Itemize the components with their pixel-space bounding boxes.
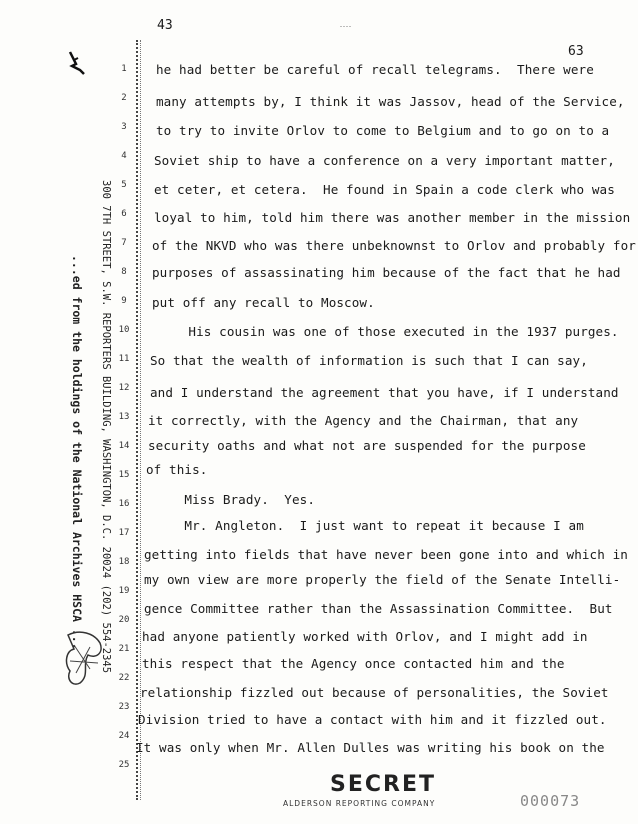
transcript-line: getting into fields that have never been gone into and which in — [144, 547, 628, 562]
line-number: 22 — [118, 673, 130, 683]
transcript-line: my own view are more properly the field of the Senate Intelli- — [144, 572, 621, 587]
line-number: 19 — [118, 586, 130, 596]
header-scribble: .... — [340, 20, 352, 29]
transcript-line: many attempts by, I think it was Jassov, head of the Service, — [156, 94, 625, 109]
line-number: 1 — [121, 64, 127, 74]
transcript-line: to try to invite Orlov to come to Belgium and to go on to a — [156, 123, 610, 138]
archive-stamp-icon — [60, 625, 108, 695]
line-number: 5 — [121, 180, 127, 190]
transcript-line: it correctly, with the Agency and the Chairman, that any — [148, 413, 579, 428]
line-number: 10 — [118, 325, 130, 335]
transcript-line: Division tried to have a contact with him and it fizzled out. — [138, 712, 607, 727]
line-number: 2 — [121, 93, 127, 103]
transcript-line: had anyone patiently worked with Orlov, and I might add in — [142, 629, 588, 644]
corner-ink-mark-icon — [66, 50, 86, 76]
line-number: 24 — [118, 731, 130, 741]
margin-note-archive-wrapper — [70, 255, 88, 824]
margin-rule — [136, 40, 138, 800]
line-number: 25 — [118, 760, 130, 770]
line-number: 16 — [118, 499, 130, 509]
line-number: 3 — [121, 122, 127, 132]
document-number: 000073 — [520, 792, 581, 810]
line-number: 14 — [118, 441, 130, 451]
line-number: 13 — [118, 412, 130, 422]
line-number: 12 — [118, 383, 130, 393]
page-number-right: 63 — [568, 44, 584, 59]
reporting-company: ALDERSON REPORTING COMPANY — [283, 799, 436, 808]
line-number: 15 — [118, 470, 130, 480]
transcript-line: loyal to him, told him there was another member in the mission — [154, 210, 631, 225]
transcript-line: purposes of assassinating him because of the fact that he had — [152, 265, 621, 280]
transcript-line: Miss Brady. Yes. — [146, 492, 316, 507]
margin-note-reporting-wrapper — [98, 180, 116, 824]
line-number: 21 — [118, 644, 130, 654]
transcript-line: put off any recall to Moscow. — [152, 295, 375, 310]
transcript-line: Mr. Angleton. I just want to repeat it because I am — [146, 518, 584, 533]
line-number: 4 — [121, 151, 127, 161]
transcript-line: and I understand the agreement that you have, if I understand — [150, 385, 619, 400]
line-number: 23 — [118, 702, 130, 712]
transcript-line: His cousin was one of those executed in the 1937 purges. — [150, 324, 619, 339]
transcript-line: of this. — [146, 462, 208, 477]
margin-note-archive: ...ed from the holdings of the National Archives HSCA ... — [70, 255, 84, 650]
transcript-line: this respect that the Agency once contacted him and the — [142, 656, 565, 671]
transcript-line: Soviet ship to have a conference on a very important matter, — [154, 153, 615, 168]
line-number: 17 — [118, 528, 130, 538]
transcript-line: security oaths and what not are suspended for the purpose — [148, 438, 586, 453]
transcript-line: of the NKVD who was there unbeknownst to Orlov and probably for — [152, 238, 636, 253]
line-number: 7 — [121, 238, 127, 248]
line-number: 20 — [118, 615, 130, 625]
transcript-line: et ceter, et cetera. He found in Spain a code clerk who was — [154, 182, 615, 197]
transcript-line: It was only when Mr. Allen Dulles was writing his book on the — [136, 740, 605, 755]
line-number: 18 — [118, 557, 130, 567]
margin-note-reporting: 300 7TH STREET, S.W. REPORTERS BUILDING, WASHINGTON, D.C. 20024 (202) 554-2345 — [100, 180, 112, 674]
secret-stamp: SECRET — [330, 772, 436, 797]
transcript-line: relationship fizzled out because of personalities, the Soviet — [140, 685, 609, 700]
transcript-line: he had better be careful of recall telegrams. There were — [156, 62, 594, 77]
line-number: 9 — [121, 296, 127, 306]
page-number-top: 43 — [157, 18, 173, 33]
line-number: 8 — [121, 267, 127, 277]
transcript-line: gence Committee rather than the Assassination Committee. But — [144, 601, 613, 616]
line-number: 6 — [121, 209, 127, 219]
line-number: 11 — [118, 354, 130, 364]
transcript-line: So that the wealth of information is such that I can say, — [150, 353, 588, 368]
